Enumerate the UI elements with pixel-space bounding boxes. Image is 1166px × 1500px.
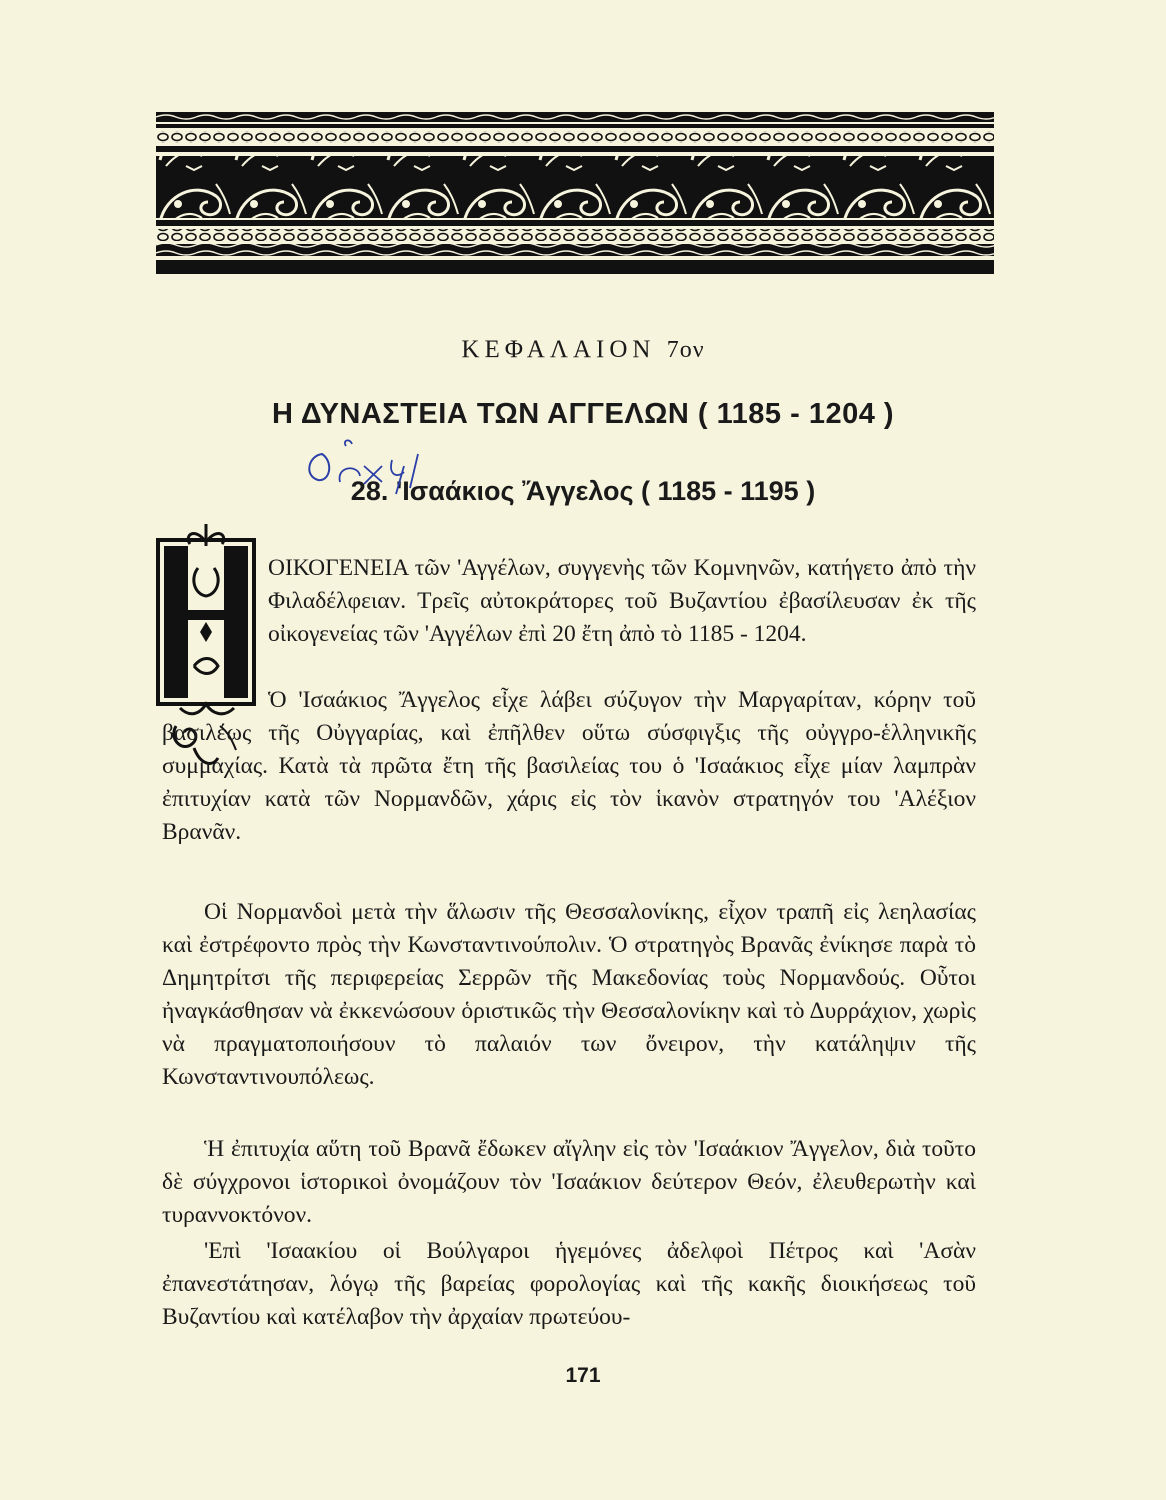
page-number: 171 — [565, 1364, 601, 1387]
paragraph-4: Ἡ ἐπιτυχία αὕτη τοῦ Βρανᾶ ἔδωκεν αἴγλην εἰς τὸν 'Ισαάκιον Ἄγγελον, διὰ τοῦτο δὲ σύγχρονοι ἱστορικοὶ ὀνομάζουν τὸν 'Ισαάκιον δεύτερον Θεόν, ἐλευθερωτὴν καὶ τυραννοκτόνον. — [162, 1136, 976, 1228]
chapter-title: Η ΔΥΝΑΣΤΕΙΑ ΤΩΝ ΑΓΓΕΛΩΝ ( 1185 - 1204 ) — [271, 398, 895, 430]
section-number: 28. — [350, 476, 389, 506]
paragraph-3: Οἱ Νορμανδοὶ μετὰ τὴν ἅλωσιν τῆς Θεσσαλονίκης, εἶχον τραπῆ εἰς λεηλασίας καὶ ἐστρέφοντο πρὸς τὴν Κωνσταντινούπολιν. Ὁ στρατηγὸς Βρανᾶς ἐνίκησε παρὰ τὸ Δημητρίτσι τῆς περιφερείας Σερρῶν τῆς Μακεδονίας τοὺς Νορμανδούς. Οὗτοι ἠναγκάσθησαν νὰ ἐκκενώσουν ὁριστικῶς τὴν Θεσσαλονίκην καὶ τὸ Δυρράχιον, χωρὶς νὰ πραγματοποιήσουν τὸ παλαιόν των ὄνειρον, τὴν κατάληψιν τῆς Κωνσταντινουπόλεως. — [162, 899, 976, 1090]
chapter-number: 7ον — [666, 337, 705, 363]
paragraph-5: 'Επὶ 'Ισαακίου οἱ Βούλγαροι ἡγεμόνες ἀδελφοὶ Πέτρος καὶ 'Ασὰν ἐπανεστάτησαν, λόγῳ τῆς βαρείας φορολογίας καὶ τῆς κακῆς διοικήσεως τοῦ Βυζαντίου καὶ κατέλαβον τὴν ἀρχαίαν πρωτεύου- — [162, 1238, 976, 1330]
chapter-word: ΚΕΦΑΛΑΙΟΝ — [461, 336, 656, 363]
section-heading-text: 'Ισαάκιος Ἄγγελος ( 1185 - 1195 ) — [395, 476, 816, 506]
paragraph-2: Ὁ 'Ισαάκιος Ἄγγελος εἶχε λάβει σύζυγον τὴν Μαργαρίταν, κόρην τοῦ βασιλέως τῆς Οὐγγαρίας, καὶ ἐπῆλθεν οὕτω σύσφιγξις τῆς οὐγγρο-ἑλληνικῆς συμμαχίας. Κατὰ τὰ πρῶτα ἔτη τῆς βασιλείας του ὁ 'Ισαάκιος εἶχε μίαν λαμπρὰν ἐπιτυχίαν κατὰ τῶν Νορμανδῶν, χάρις εἰς τὸν ἱκανὸν στρατηγόν του 'Αλέξιον Βρανᾶν. — [162, 687, 976, 845]
paragraph-1: ΟΙΚΟΓΕΝΕΙΑ τῶν 'Αγγέλων, συγγενὴς τῶν Κομνηνῶν, κατήγετο ἀπὸ τὴν Φιλαδέλφειαν. Τρεῖς αὐτοκράτορες τοῦ Βυζαντίου ἐβασίλευσαν ἐκ τῆς οἰκογενείας τῶν 'Αγγέλων ἐπὶ 20 ἔτη ἀπὸ τὸ 1185 - 1204. — [268, 555, 976, 647]
